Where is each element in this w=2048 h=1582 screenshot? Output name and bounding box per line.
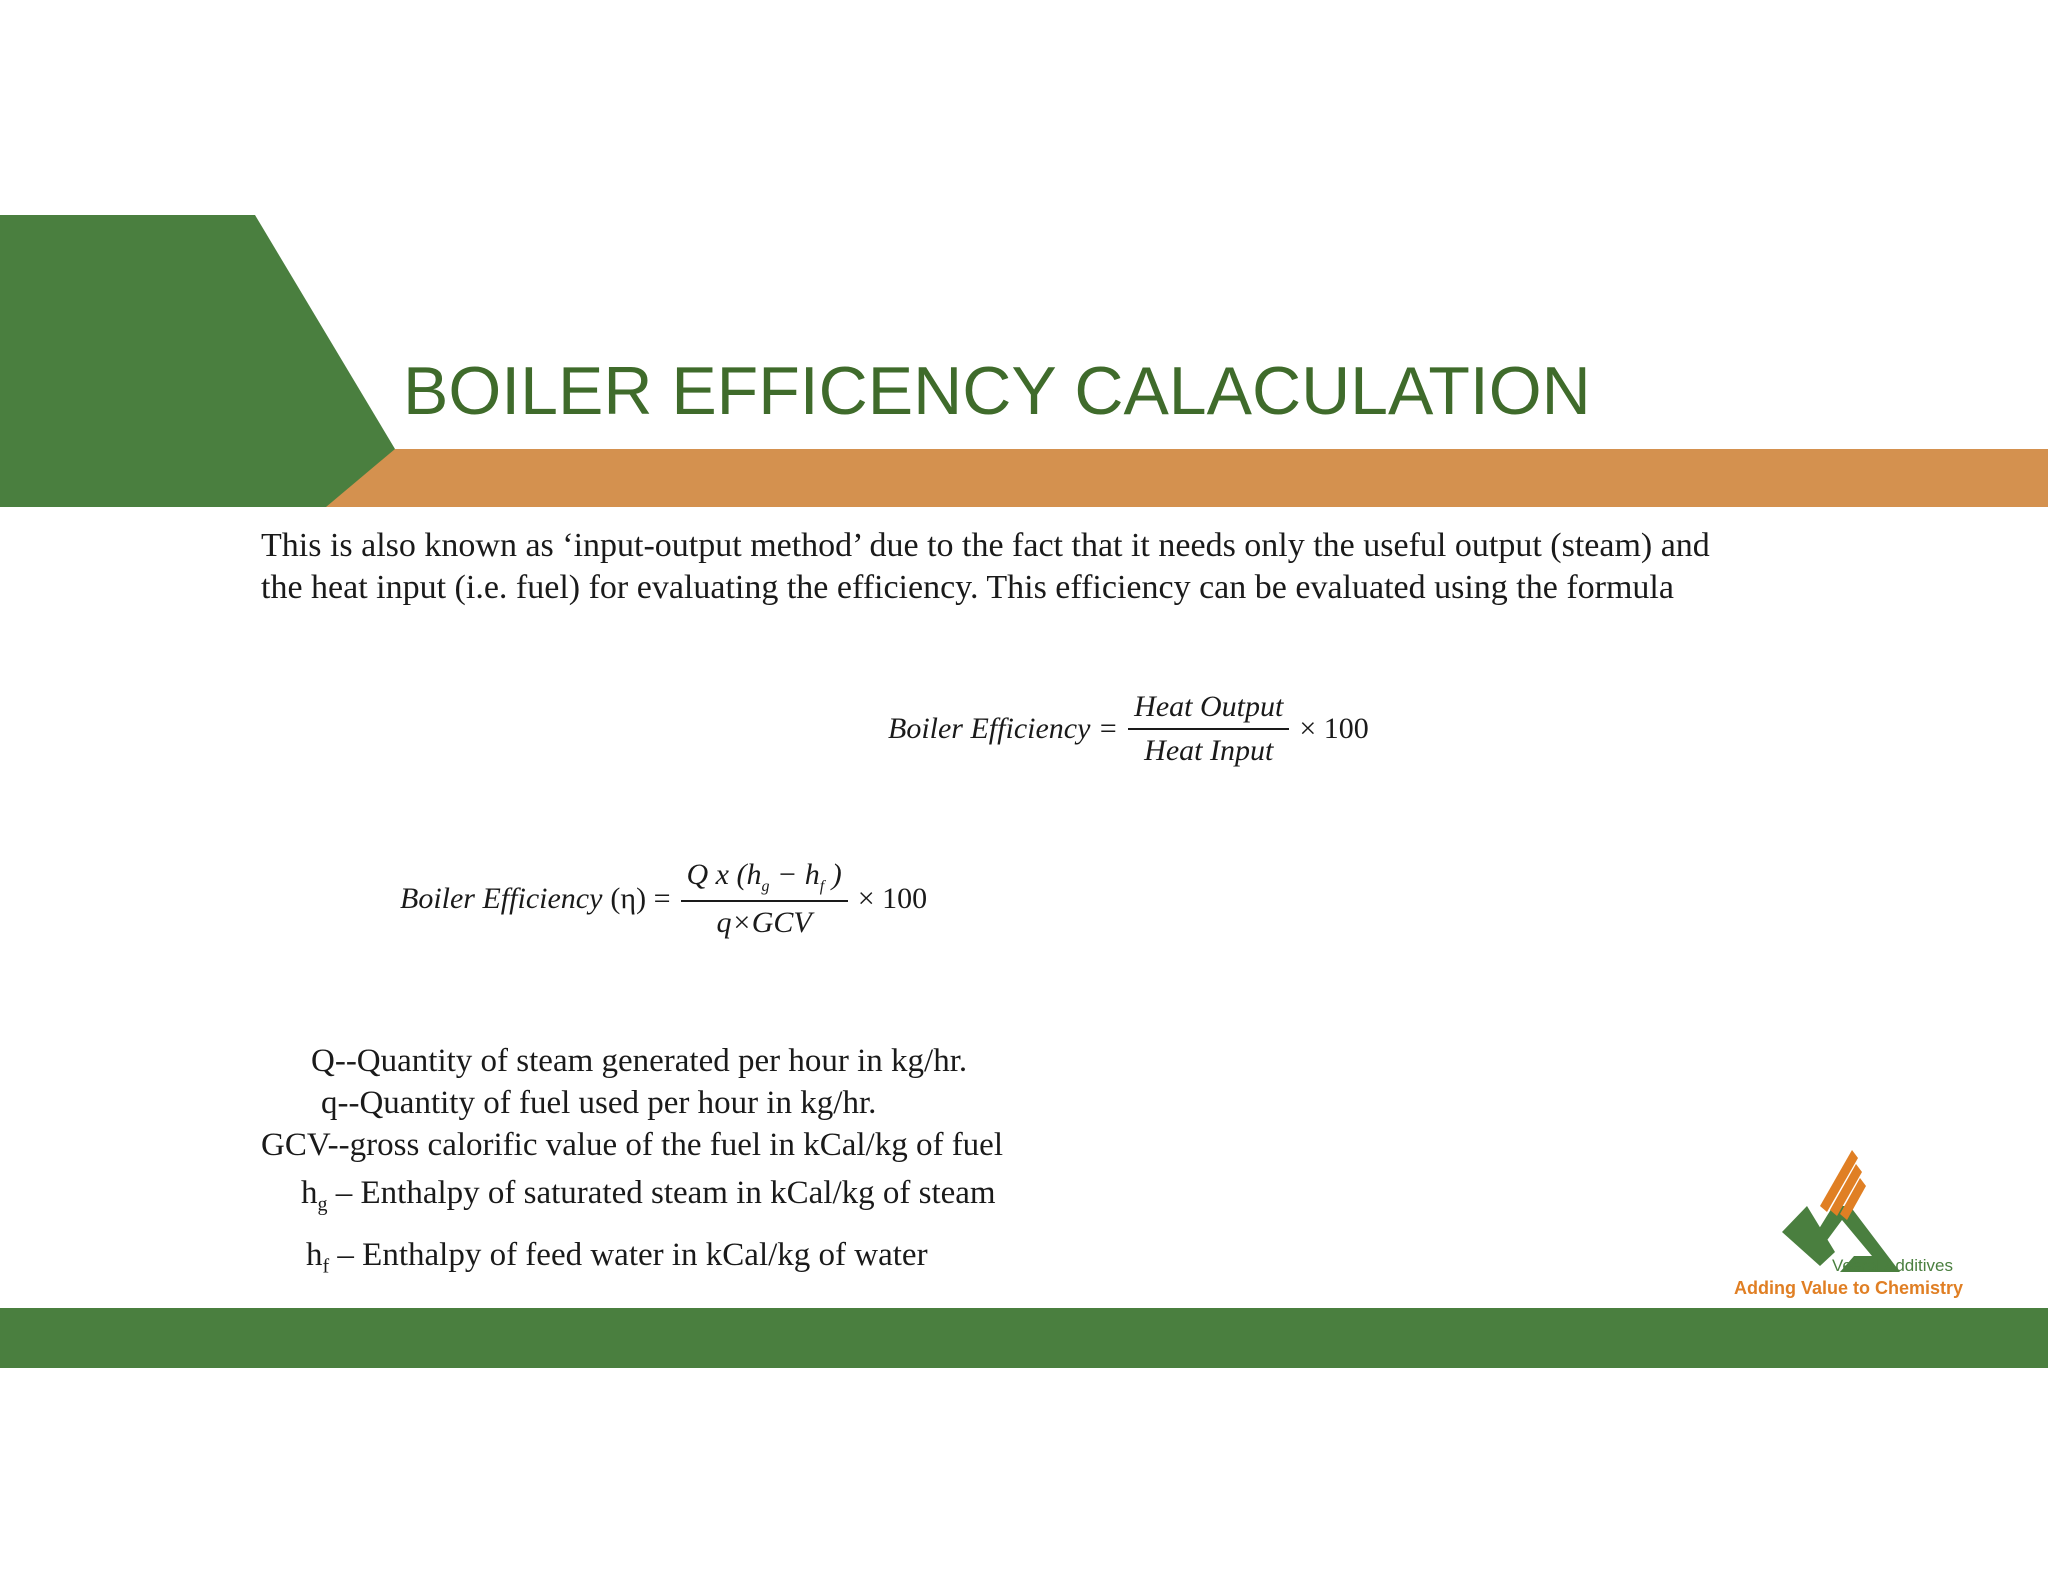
- formula2-minus: − h: [769, 858, 820, 891]
- footer-band: [0, 1308, 2048, 1368]
- formula1-lhs: Boiler Efficiency =: [888, 712, 1119, 745]
- green-tab-shape: [0, 215, 395, 507]
- brand-name: Veeral Additives: [1832, 1256, 1953, 1275]
- formula2-numerator: [681, 858, 848, 902]
- intro-paragraph: This is also known as ‘input-output method’ due to the fact that it needs only the useful output (steam) and the heat input (i.e. fuel) for evaluating the efficiency. This efficiency can be evaluated using the formula: [261, 527, 1710, 606]
- brand-tagline: Adding Value to Chemistry: [1734, 1278, 1964, 1298]
- formula1-denominator: Heat Input: [1144, 734, 1274, 767]
- definition-Q: Q--Quantity of steam generated per hour in kg/hr.: [311, 1043, 968, 1079]
- formula1-multiplier: × 100: [1299, 712, 1369, 745]
- formula1-numerator: Heat Output: [1128, 690, 1289, 730]
- formula2-multiplier: × 100: [857, 882, 928, 915]
- formula2-fraction: [681, 858, 848, 940]
- formula2-sub-f: f: [819, 878, 825, 895]
- slide-title: BOILER EFFICENCY CALACULATION: [403, 353, 1591, 429]
- formula2-lhs: Boiler Efficiency: [400, 882, 603, 915]
- formula-heat-ratio: [888, 690, 1369, 768]
- definition-hf: [261, 1234, 1003, 1288]
- formula2-close: ): [824, 858, 842, 891]
- hg-subscript: g: [317, 1193, 328, 1216]
- hf-subscript: f: [322, 1255, 330, 1278]
- hg-text: – Enthalpy of saturated steam in kCal/kg of steam: [327, 1175, 996, 1211]
- hf-symbol: h: [306, 1236, 323, 1273]
- header-graphic: [0, 0, 2048, 520]
- definition-q: q--Quantity of fuel used per hour in kg/hr.: [321, 1085, 877, 1121]
- formula2-sub-g: g: [761, 878, 770, 895]
- formula-steam-fuel: [400, 858, 927, 940]
- definition-gcv: GCV--gross calorific value of the fuel in kCal/kg of fuel: [261, 1127, 1004, 1163]
- hf-text: – Enthalpy of feed water in kCal/kg of water: [329, 1236, 928, 1273]
- formula2-num-main: Q x (h: [686, 858, 762, 891]
- formula1-fraction: [1128, 690, 1289, 768]
- formula2-denominator: q×GCV: [716, 906, 812, 939]
- definition-hg: [261, 1172, 1003, 1226]
- formula2-eta: (η) =: [610, 882, 671, 915]
- hg-symbol: h: [301, 1175, 318, 1211]
- definitions-list: [261, 1040, 1003, 1287]
